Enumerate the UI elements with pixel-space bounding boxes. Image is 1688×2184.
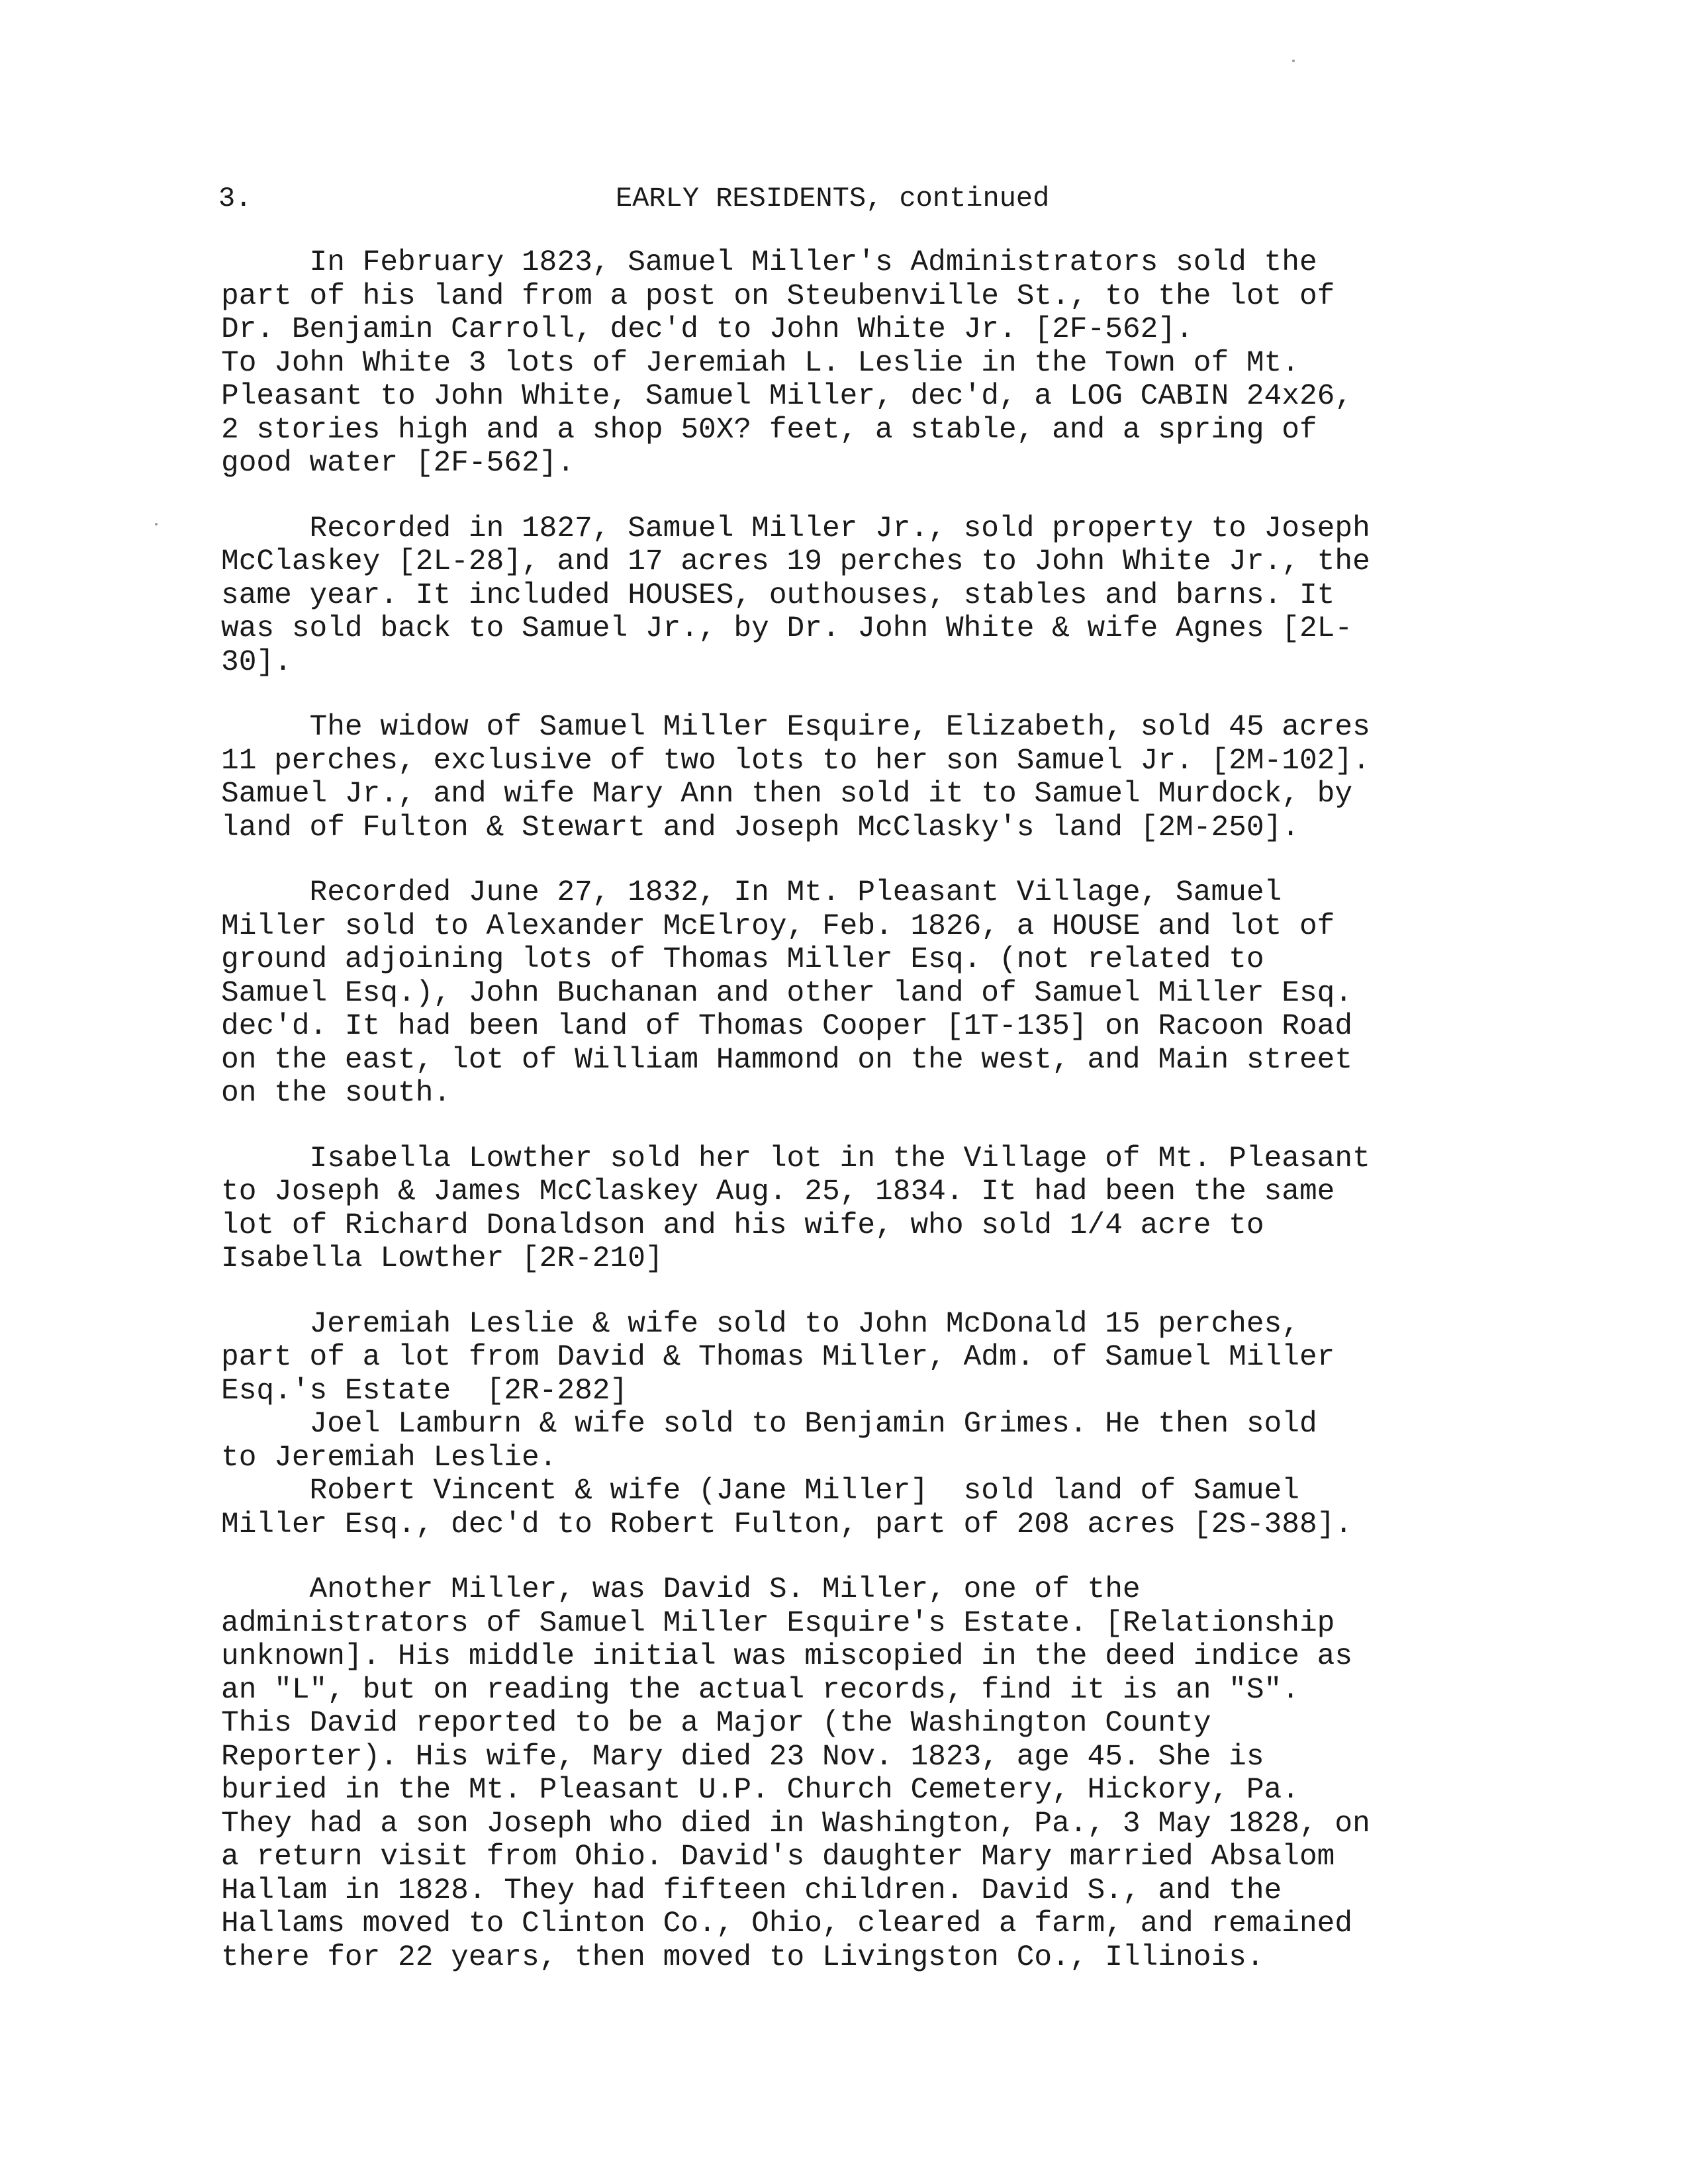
text-line: on the south. [221,1077,451,1110]
page-header [218,179,1516,218]
text-line: They had a son Joseph who died in Washington, Pa., 3 May 1828, on [221,1807,1370,1841]
text-line: Isabella Lowther sold her lot in the Village of Mt. Pleasant [221,1142,1370,1175]
scan-speck [1292,60,1295,62]
text-line: a return visit from Ohio. David's daughter Mary married Absalom [221,1841,1335,1874]
text-line: Recorded in 1827, Samuel Miller Jr., sold property to Joseph [221,512,1370,545]
text-line: 30]. [221,645,292,679]
text-line: In February 1823, Samuel Miller's Administrators sold the [221,246,1317,279]
paragraph [221,512,1532,680]
text-line: Esq.'s Estate [2R-282] [221,1374,628,1408]
text-line: Another Miller, was David S. Miller, one of the [221,1573,1141,1606]
text-line: part of a lot from David & Thomas Miller, Adm. of Samuel Miller [221,1341,1335,1374]
paragraph [221,246,1532,480]
text-line: same year. It included HOUSES, outhouses, stables and barns. It [221,578,1335,612]
paragraph [221,1142,1532,1276]
page-number: 3. [218,183,252,214]
page-title: EARLY RESIDENTS, continued [616,183,1050,214]
text-line: unknown]. His middle initial was miscopied in the deed indice as [221,1640,1353,1673]
text-line: there for 22 years, then moved to Livingston Co., Illinois. [221,1940,1264,1974]
text-line: Hallam in 1828. They had fifteen children. David S., and the [221,1874,1282,1907]
text-line: administrators of Samuel Miller Esquire's Estate. [Relationship [221,1606,1335,1640]
text-line: Reporter). His wife, Mary died 23 Nov. 1823, age 45. She is [221,1740,1264,1774]
text-line: land of Fulton & Stewart and Joseph McClasky's land [2M-250]. [221,811,1299,844]
text-line: To John White 3 lots of Jeremiah L. Leslie in the Town of Mt. [221,346,1299,380]
text-line: Isabella Lowther [2R-210] [221,1242,663,1275]
text-line: Pleasant to John White, Samuel Miller, dec'd, a LOG CABIN 24x26, [221,380,1353,413]
text-line: Recorded June 27, 1832, In Mt. Pleasant Village, Samuel [221,876,1282,909]
text-line: good water [2F-562]. [221,447,575,480]
text-line: This David reported to be a Major (the Washington County [221,1707,1211,1740]
paragraph [221,876,1532,1111]
text-line: buried in the Mt. Pleasant U.P. Church Cemetery, Hickory, Pa. [221,1774,1299,1807]
text-line: on the east, lot of William Hammond on the west, and Main street [221,1043,1353,1077]
text-line: McClaskey [2L-28], and 17 acres 19 perches to John White Jr., the [221,545,1370,578]
text-line: lot of Richard Donaldson and his wife, who sold 1/4 acre to [221,1208,1264,1242]
text-line: Miller sold to Alexander McElroy, Feb. 1826, a HOUSE and lot of [221,909,1335,943]
text-line: 11 perches, exclusive of two lots to her son Samuel Jr. [2M-102]. [221,744,1370,778]
text-line: Dr. Benjamin Carroll, dec'd to John White Jr. [2F-562]. [221,313,1194,346]
text-line: dec'd. It had been land of Thomas Cooper [1T-135] on Racoon Road [221,1010,1353,1043]
text-line: to Joseph & James McClaskey Aug. 25, 1834. It had been the same [221,1175,1335,1208]
text-line: Robert Vincent & wife (Jane Miller] sold land of Samuel [221,1475,1299,1508]
text-line: Jeremiah Leslie & wife sold to John McDonald 15 perches, [221,1307,1299,1341]
text-line: Samuel Jr., and wife Mary Ann then sold it to Samuel Murdock, by [221,778,1353,811]
text-line: Miller Esq., dec'd to Robert Fulton, part of 208 acres [2S-388]. [221,1508,1353,1541]
text-line: an "L", but on reading the actual records, find it is an "S". [221,1673,1299,1707]
text-line: ground adjoining lots of Thomas Miller Esq. (not related to [221,943,1264,976]
paragraph [221,1573,1532,1974]
text-line: Hallams moved to Clinton Co., Ohio, cleared a farm, and remained [221,1907,1353,1940]
text-line: 2 stories high and a shop 50X? feet, a stable, and a spring of [221,413,1317,447]
scan-speck [155,523,158,525]
text-line: was sold back to Samuel Jr., by Dr. John White & wife Agnes [2L- [221,612,1353,645]
paragraph [221,711,1532,844]
paragraph [221,1308,1532,1542]
text-line: part of his land from a post on Steubenville St., to the lot of [221,279,1335,313]
text-line: to Jeremiah Leslie. [221,1441,557,1475]
text-line: Joel Lamburn & wife sold to Benjamin Grimes. He then sold [221,1408,1317,1441]
text-line: Samuel Esq.), John Buchanan and other land of Samuel Miller Esq. [221,976,1353,1010]
text-line: The widow of Samuel Miller Esquire, Elizabeth, sold 45 acres [221,711,1370,744]
body-text [221,246,1532,1974]
